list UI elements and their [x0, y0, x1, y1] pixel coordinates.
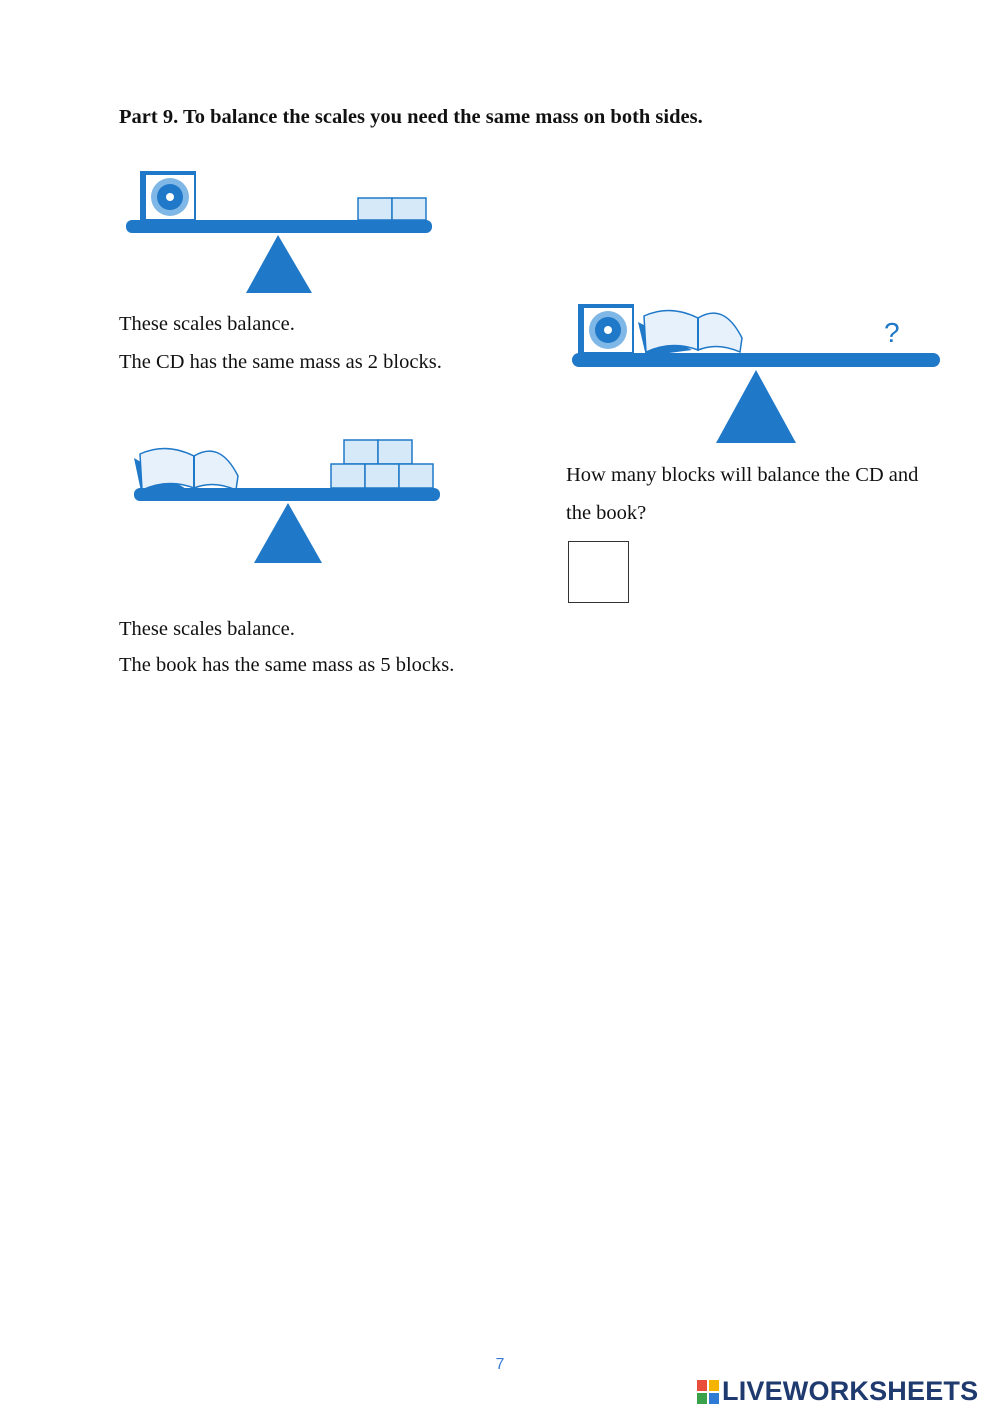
scale-beam: [126, 220, 432, 233]
liveworksheets-logo: [697, 1376, 978, 1407]
page-number: 7: [495, 1356, 505, 1373]
brand-name: LIVEWORKSHEETS: [722, 1376, 979, 1406]
part-heading: Part 9. To balance the scales you need the same mass on both sides.: [119, 106, 703, 128]
example2-line1: These scales balance.: [119, 618, 295, 640]
block-stack-5: [331, 440, 433, 488]
example1-line2: The CD has the same mass as 2 blocks.: [119, 351, 442, 373]
scale-beam: [134, 488, 440, 501]
example2-line2: The book has the same mass as 5 blocks.: [119, 654, 455, 676]
question-line2: the book?: [566, 502, 647, 524]
question-mark: ?: [884, 317, 900, 348]
cd-icon: [140, 171, 196, 221]
book-icon: [638, 310, 742, 356]
question-line1: How many blocks will balance the CD and: [566, 464, 919, 486]
scale-book-vs-5-blocks: [128, 436, 448, 568]
scale-cd-book-vs-question: [568, 300, 944, 448]
scale-fulcrum: [246, 235, 312, 293]
answer-box[interactable]: [568, 541, 629, 603]
scale-fulcrum: [716, 370, 796, 443]
cd-icon: [578, 304, 634, 354]
block-stack-2: [358, 198, 426, 220]
liveworksheets-icon: [697, 1380, 719, 1404]
example1-line1: These scales balance.: [119, 313, 295, 335]
scale-fulcrum: [254, 503, 322, 563]
scale-beam: [572, 353, 940, 367]
scale-cd-vs-2-blocks: [120, 165, 440, 300]
